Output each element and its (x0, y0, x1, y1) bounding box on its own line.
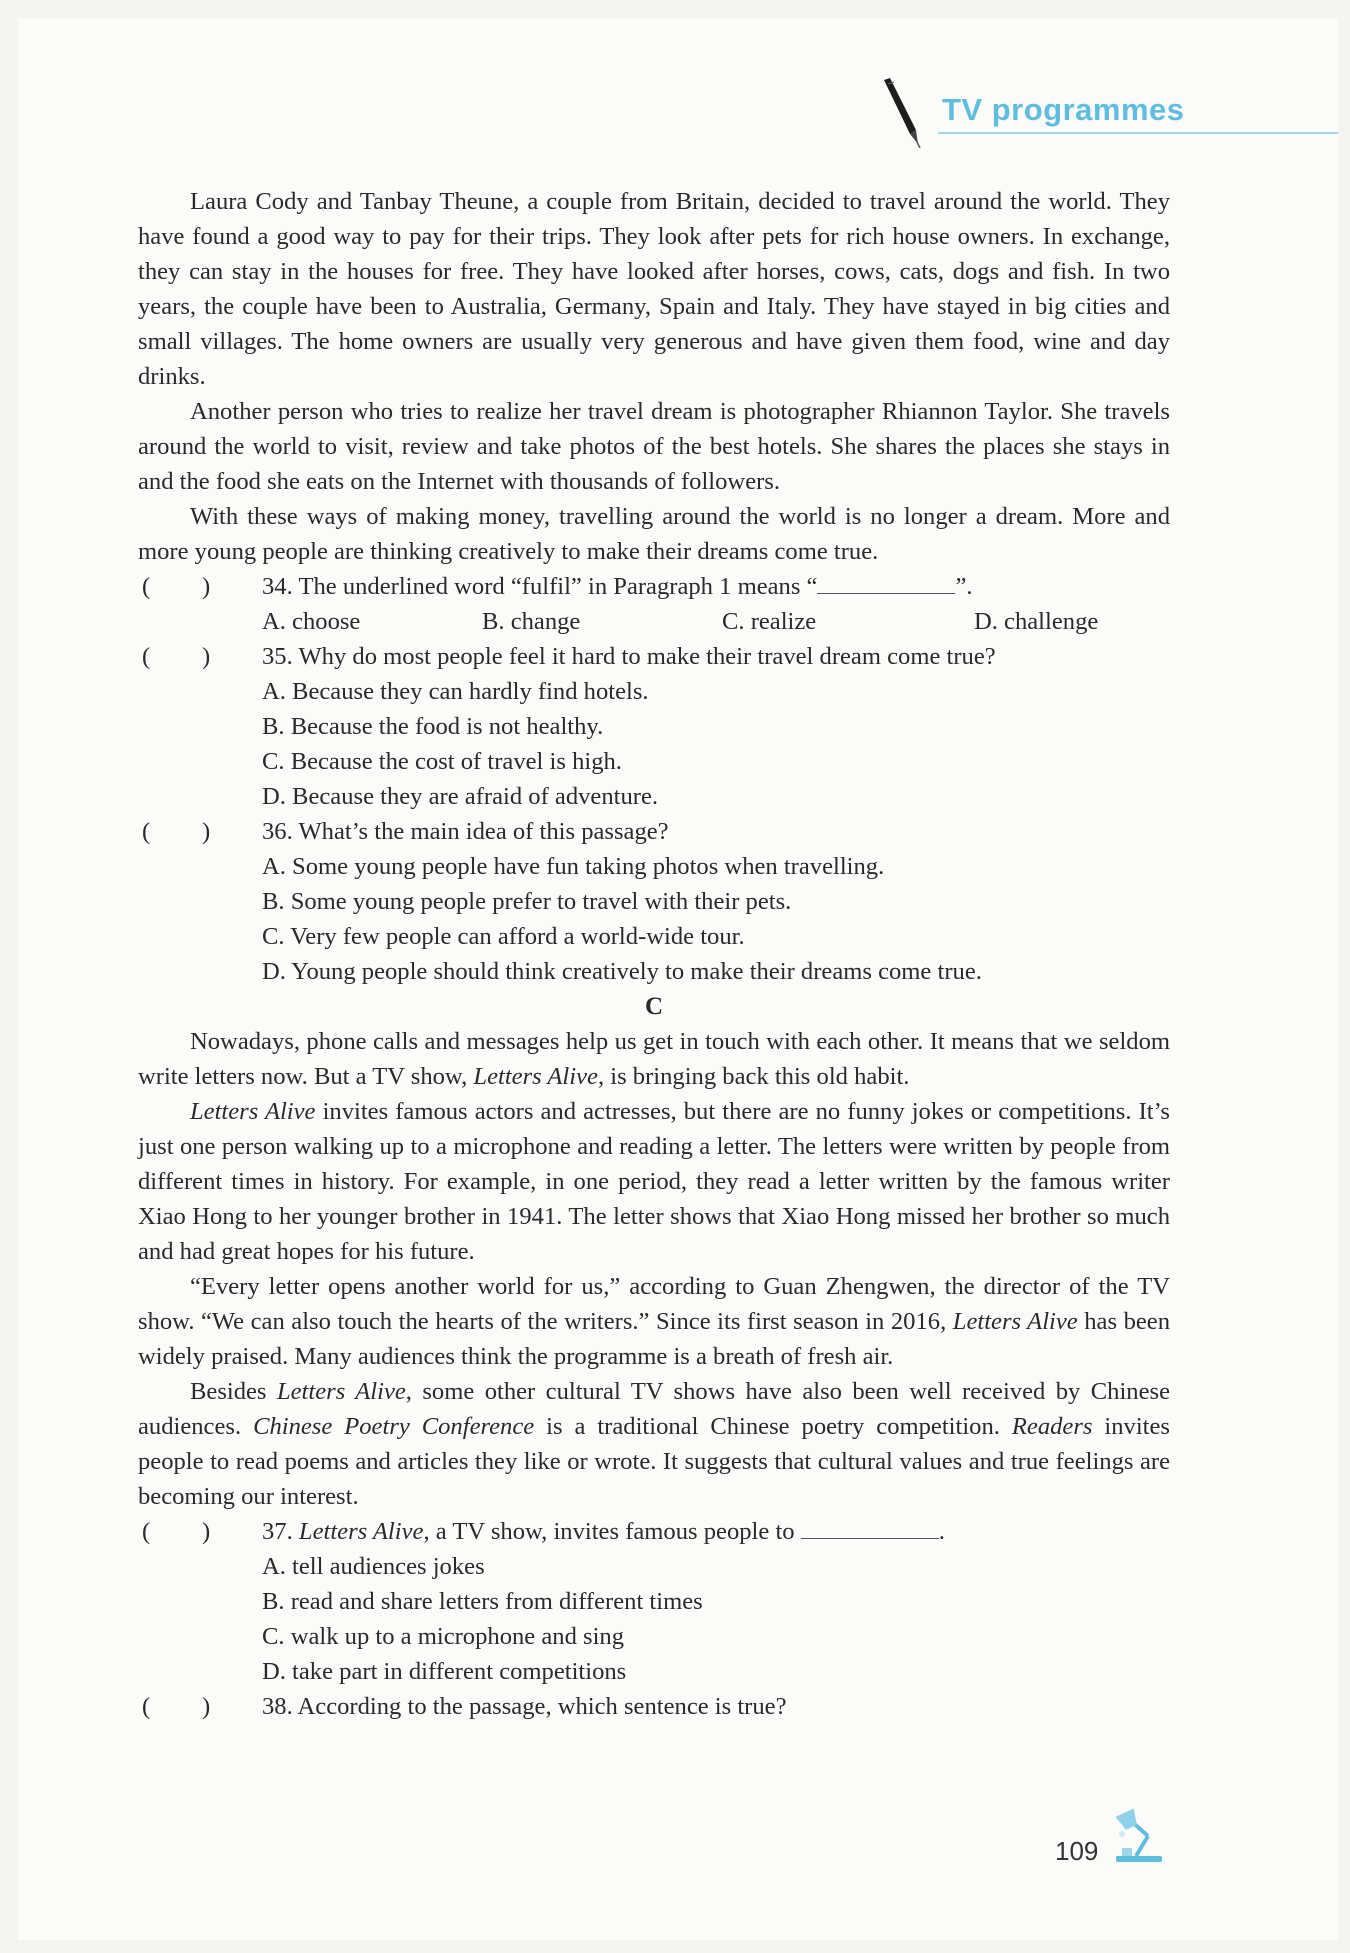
show-title: Chinese Poetry Conference (253, 1413, 535, 1440)
text-run: “Every letter opens another world for us,” according to Guan Zhengwen, the director of the TV show. “We can also touch the hearts of the writers.” Since its first season in 2016, (138, 1273, 1170, 1335)
header-rule (938, 132, 1338, 134)
page-number: 109 (1055, 1836, 1099, 1866)
option-b: B. Because the food is not healthy. (262, 713, 604, 740)
option-b: B. Some young people prefer to travel with their pets. (262, 888, 792, 915)
question-38 (138, 1689, 1170, 1724)
question-35 (138, 639, 1170, 674)
question-38-stem: 38. According to the passage, which sentence is true? (262, 1693, 787, 1720)
text-run: has been widely praised. Many audiences think the programme is a breath of fresh air. (138, 1308, 1170, 1370)
text-run: invites famous actors and actresses, but there are no funny jokes or competitions. It’s just one person walking up to a microphone and reading a letter. The letters were written by people from different times in history. For example, in one period, they read a letter written by the famous writer Xiao Hong to her younger brother in 1941. The letter shows that Xiao Hong missed her brother so much and had great hopes for his future. (138, 1098, 1171, 1265)
show-title: Letters Alive (190, 1098, 316, 1125)
text-run: Nowadays, phone calls and messages help us get in touch with each other. It means that we seldom write letters now. But a TV show, (138, 1028, 1170, 1090)
passage-c-paragraph-3 (138, 1269, 1170, 1374)
text-run: , is bringing back this old habit. (597, 1063, 910, 1090)
show-title: Letters Alive (952, 1308, 1078, 1335)
passage-c-paragraph-4 (138, 1374, 1170, 1514)
text-run: invites people to read poems and articles they like or wrote. It suggests that cultural values and true feelings are becoming our interest. (138, 1413, 1170, 1510)
section-c-heading: C (644, 993, 664, 1020)
option-d: D. challenge (974, 608, 1099, 635)
question-34-stem: 34. The underlined word “fulfil” in Paragraph 1 means “ (262, 573, 818, 600)
show-title: Readers (1011, 1413, 1093, 1440)
option-d: D. take part in different competitions (262, 1658, 627, 1685)
answer-paren-close: ) (202, 1518, 211, 1545)
answer-paren-close: ) (202, 573, 211, 600)
answer-paren-open: ( (142, 818, 151, 845)
option-c: C. Because the cost of travel is high. (262, 748, 622, 775)
option-a: A. tell audiences jokes (262, 1553, 485, 1580)
option-b: B. change (482, 608, 581, 635)
answer-blank[interactable] (801, 1514, 939, 1539)
passage-b-paragraph-1: Laura Cody and Tanbay Theune, a couple from Britain, decided to travel around the world. They have found a good way to pay for their trips. They look after pets for rich house owners. In exchange, they can stay in the houses for free. They have looked after horses, cows, cats, dogs and fish. In two years, the couple have been to Australia, Germany, Spain and Italy. They have stayed in big cities and small villages. The home owners are usually very generous and have given them food, wine and day drinks. (138, 188, 1170, 390)
option-a: A. choose (262, 608, 361, 635)
option-d: D. Young people should think creatively to make their dreams come true. (262, 958, 982, 985)
answer-paren-open: ( (142, 573, 151, 600)
question-37 (138, 1514, 1170, 1549)
passage-c-paragraph-1 (138, 1024, 1170, 1094)
show-title: Letters Alive (298, 1518, 424, 1545)
option-c: C. Very few people can afford a world-wide tour. (262, 923, 745, 950)
answer-paren-open: ( (142, 643, 151, 670)
question-34-stem-end: ”. (955, 573, 973, 600)
chapter-header (880, 78, 1340, 148)
option-b: B. read and share letters from different times (262, 1588, 703, 1615)
question-37-stem: , a TV show, invites famous people to (423, 1518, 801, 1545)
option-a: A. Some young people have fun taking photos when travelling. (262, 853, 885, 880)
question-37-number: 37. (262, 1518, 299, 1545)
question-34 (138, 569, 1170, 604)
desk-lamp-icon (1108, 1808, 1168, 1864)
option-c: C. walk up to a microphone and sing (262, 1623, 625, 1650)
text-run: is a traditional Chinese poetry competition. (534, 1413, 1012, 1440)
answer-paren-close: ) (202, 1693, 211, 1720)
question-35-stem: 35. Why do most people feel it hard to make their travel dream come true? (262, 643, 996, 670)
answer-blank[interactable] (817, 569, 955, 594)
option-c: C. realize (722, 608, 817, 635)
passage-c-paragraph-2 (138, 1094, 1170, 1269)
answer-paren-close: ) (202, 818, 211, 845)
pen-icon (880, 78, 930, 148)
question-36 (138, 814, 1170, 849)
passage-b-paragraph-2: Another person who tries to realize her travel dream is photographer Rhiannon Taylor. She travels around the world to visit, review and take photos of the best hotels. She shares the places she stays in and the food she eats on the Internet with thousands of followers. (138, 398, 1170, 495)
show-title: Letters Alive (276, 1378, 406, 1405)
answer-paren-open: ( (142, 1518, 151, 1545)
option-a: A. Because they can hardly find hotels. (262, 678, 649, 705)
option-d: D. Because they are afraid of adventure. (262, 783, 659, 810)
passage-b-paragraph-3: With these ways of making money, travelling around the world is no longer a dream. More and more young people are thinking creatively to make their dreams come true. (138, 503, 1170, 565)
answer-paren-close: ) (202, 643, 211, 670)
question-34-options (138, 604, 1170, 639)
show-title: Letters Alive (473, 1063, 598, 1090)
answer-paren-open: ( (142, 1693, 151, 1720)
question-36-stem: 36. What’s the main idea of this passage? (262, 818, 669, 845)
question-37-stem-end: . (938, 1518, 945, 1545)
chapter-title: TV programmes (942, 92, 1185, 127)
text-run: , some other cultural TV shows have also been well received by Chinese audiences. (138, 1378, 1170, 1440)
page-content (138, 184, 1170, 1724)
text-run: Besides (190, 1378, 277, 1405)
